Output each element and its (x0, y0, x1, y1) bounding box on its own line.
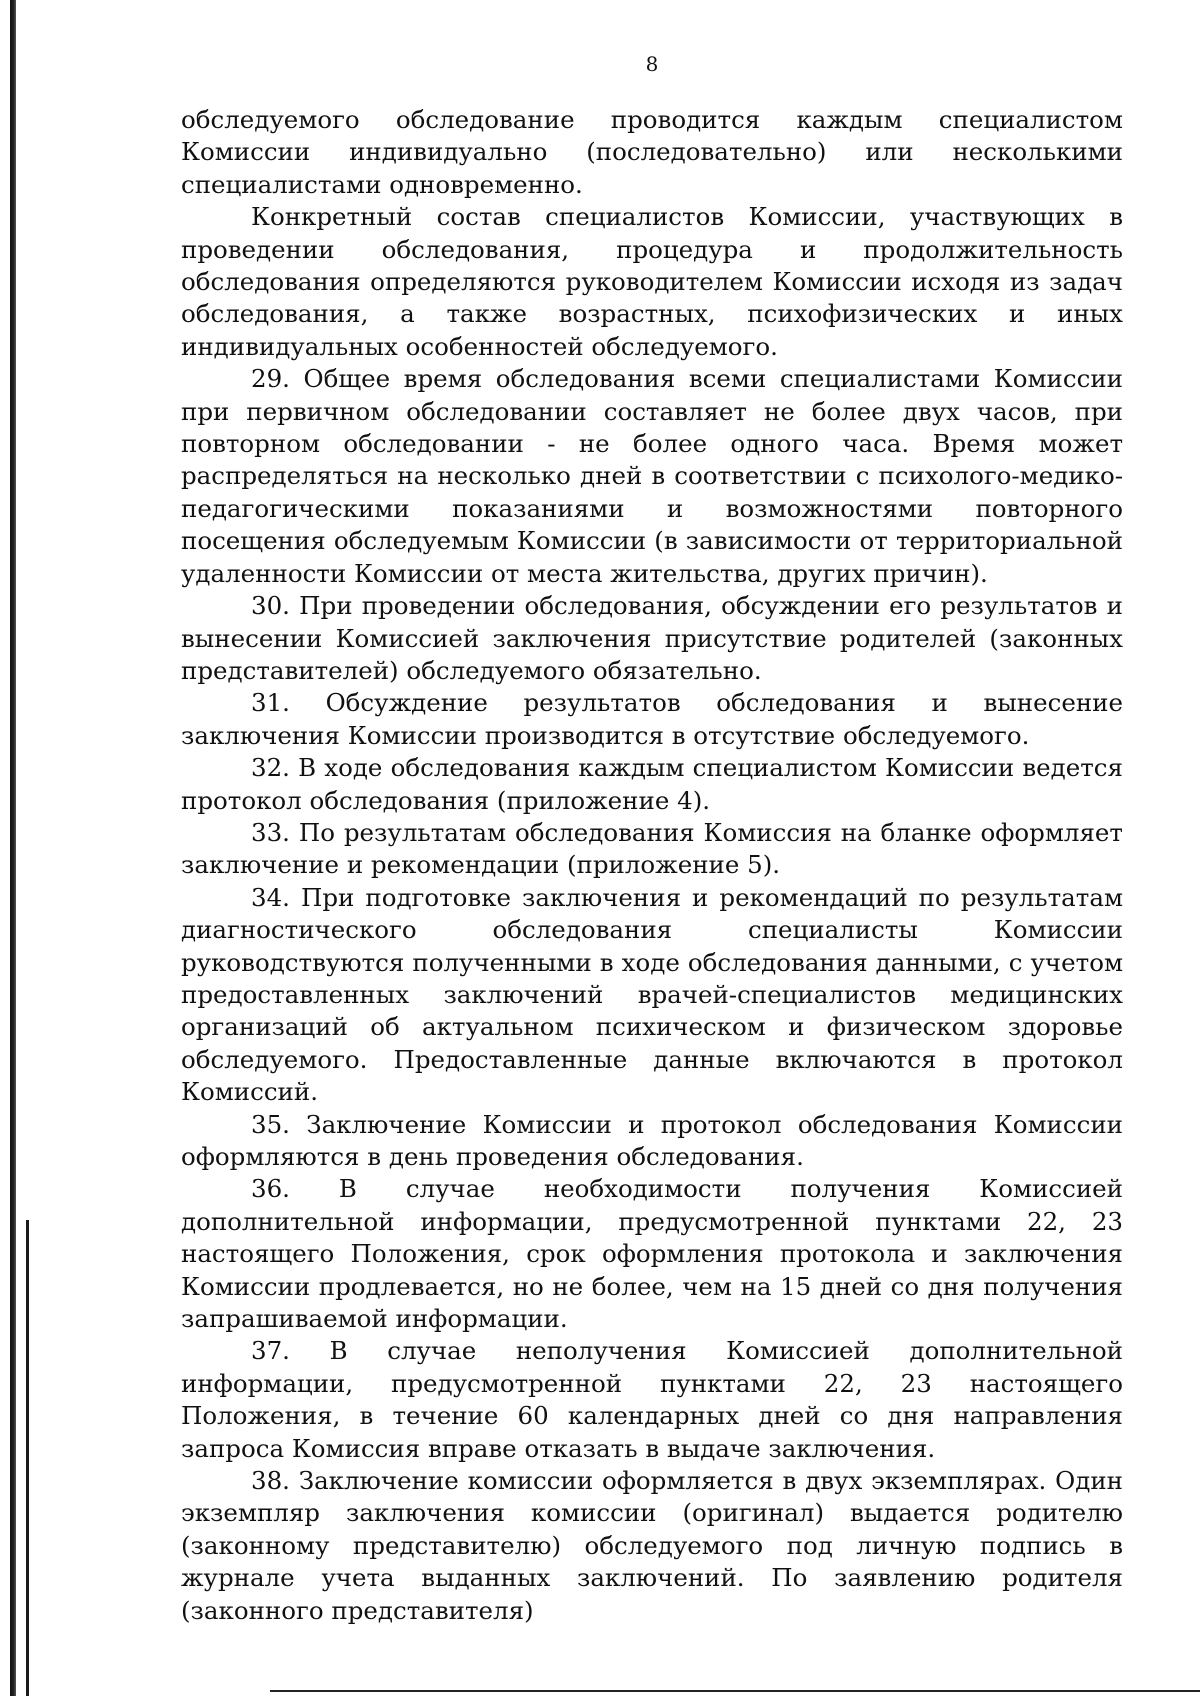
paragraph: 29. Общее время обследования всеми специалистами Комиссии при первичном обследовании составляет не более двух часов, при повторном обследовании - не более одного часа. Время может распределяться на несколько дней в соответствии с психолого-медико-педагогическими показаниями и возможностями повторного посещения обследуемым Комиссии (в зависимости от территориальной удаленности Комиссии от места жительства, других причин). (181, 364, 1123, 588)
paragraph: 32. В ходе обследования каждым специалистом Комиссии ведется протокол обследования (приложение 4). (181, 753, 1123, 815)
page-number: 8 (645, 52, 659, 76)
scan-border-left (10, 0, 16, 1696)
document-body (181, 104, 1123, 1627)
paragraph: 35. Заключение Комиссии и протокол обследования Комиссии оформляются в день проведения обследования. (181, 1109, 1123, 1171)
document-page (181, 52, 1123, 1627)
paragraph: 36. В случае необходимости получения Комиссией дополнительной информации, предусмотренной пунктами 22, 23 настоящего Положения, срок оформления протокола и заключения Комиссии продлевается, но не более, чем на 15 дней со дня получения запрашиваемой информации. (181, 1174, 1123, 1334)
paragraph: 34. При подготовке заключения и рекомендаций по результатам диагностического обследования специалисты Комиссии руководствуются полученными в ходе обследования данными, с учетом предоставленных заключений врачей-специалистов медицинских организаций об актуальном психическом и физическом здоровье обследуемого. Предоставленные данные включаются в протокол Комиссий. (181, 882, 1123, 1107)
paragraph: 37. В случае неполучения Комиссией дополнительной информации, предусмотренной пунктами 22, 23 настоящего Положения, в течение 60 календарных дней со дня направления запроса Комиссия вправе отказать в выдаче заключения. (181, 1336, 1123, 1463)
paragraph: 33. По результатам обследования Комиссия на бланке оформляет заключение и рекомендации (приложение 5). (181, 817, 1123, 880)
paragraph: Конкретный состав специалистов Комиссии, участвующих в проведении обследования, процедура и продолжительность обследования определяются руководителем Комиссии исходя из задач обследования, а также возрастных, психофизических и иных индивидуальных особенностей обследуемого. (181, 202, 1123, 361)
paragraph: обследуемого обследование проводится каждым специалистом Комиссии индивидуально (последовательно) или несколькими специалистами одновременно. (181, 105, 1123, 199)
paragraph: 38. Заключение комиссии оформляется в двух экземплярах. Один экземпляр заключения комиссии (оригинал) выдается родителю (законному представителю) обследуемого под личную подпись в журнале учета выданных заключений. По заявлению родителя (законного представителя) (181, 1466, 1123, 1625)
scan-border-left-inner (26, 1220, 29, 1696)
paragraph: 31. Обсуждение результатов обследования и вынесение заключения Комиссии производится в отсутствие обследуемого. (181, 688, 1123, 750)
paragraph: 30. При проведении обследования, обсуждении его результатов и вынесении Комиссией заключения присутствие родителей (законных представителей) обследуемого обязательно. (181, 591, 1123, 685)
scan-border-bottom (270, 1690, 1200, 1692)
